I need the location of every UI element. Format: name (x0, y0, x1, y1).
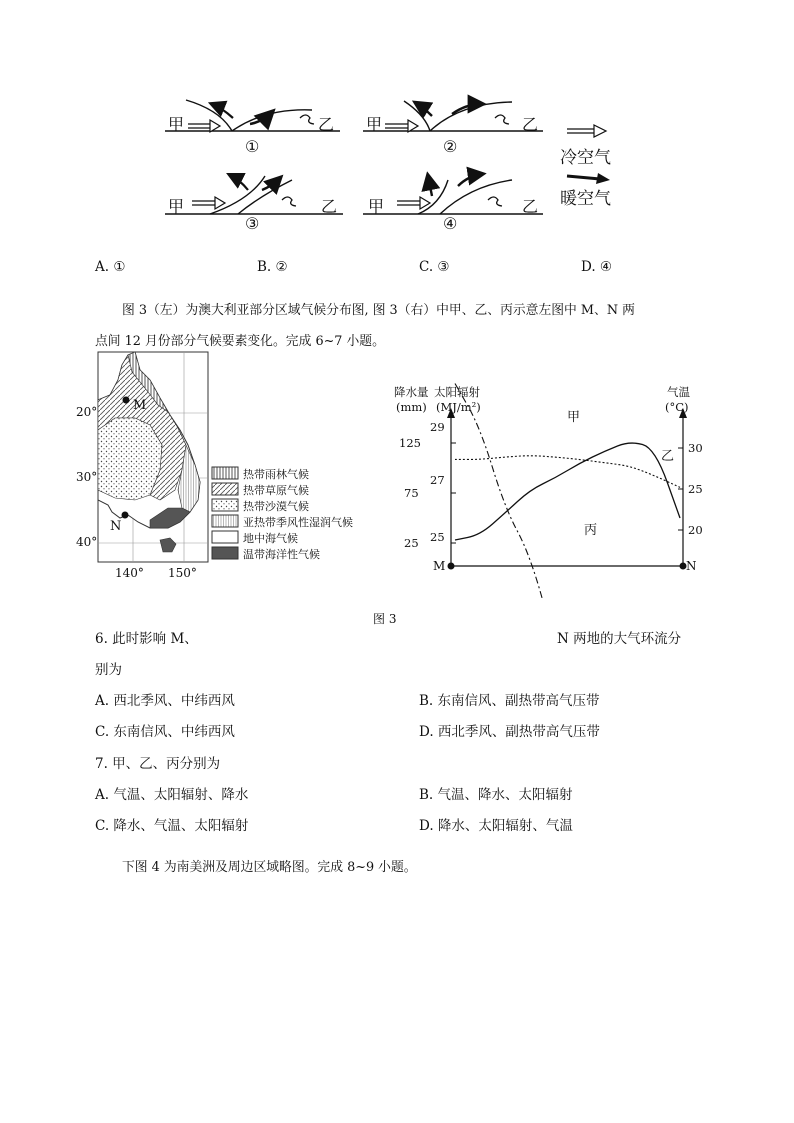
chart-left-unit-radiation: (MJ/m²) (436, 400, 481, 414)
temp-tick-label: 30 (688, 441, 703, 455)
q5-option-c[interactable]: C. ③ (419, 259, 450, 275)
temp-tick-label: 25 (688, 482, 703, 496)
legend-item-label: 地中海气候 (243, 532, 298, 545)
fig3-intro-line1: 图 3（左）为澳大利亚部分区域气候分布图, 图 3（右）中甲、乙、丙示意左图中 M、N 两 (122, 303, 635, 318)
precip-tick-label: 25 (404, 536, 419, 550)
fig4-intro: 下图 4 为南美洲及周边区域略图。完成 8~9 小题。 (122, 860, 417, 875)
q6-stem-part3: 别为 (95, 662, 122, 678)
q6-stem-part2: N 两地的大气环流分 (557, 631, 682, 647)
fig3-caption: 图 3 (373, 612, 397, 626)
legend-warm-label: 暖空气 (560, 189, 611, 209)
radiation-tick-label: 27 (430, 473, 445, 487)
chart-left-title-radiation: 太阳辐射 (434, 385, 480, 399)
legend-cold-label: 冷空气 (560, 148, 611, 168)
legend-item-label: 亚热带季风性湿润气候 (243, 516, 353, 529)
chart-left-title-precip: 降水量 (394, 385, 429, 399)
x-start-label: M (433, 559, 446, 573)
map-lat-label: 30° (76, 470, 98, 484)
map-lat-label: 20° (76, 405, 98, 419)
q6-option-d[interactable]: D. 西北季风、副热带高气压带 (419, 724, 600, 740)
chart-left-unit-precip: (mm) (396, 400, 427, 414)
q7-option-c[interactable]: C. 降水、气温、太阳辐射 (95, 818, 249, 834)
series-label-yi: 乙 (661, 449, 675, 464)
legend-item-label: 热带草原气候 (243, 484, 309, 497)
panel-2-number: ② (443, 137, 458, 156)
panel-4-left-label: 甲 (368, 197, 385, 216)
panel-1-right-label: 乙 (318, 115, 335, 134)
panel-3-right-label: 乙 (321, 197, 338, 216)
series-label-jia: 甲 (567, 410, 581, 425)
panel-2-left-label: 甲 (366, 115, 383, 134)
q7-option-a[interactable]: A. 气温、太阳辐射、降水 (95, 787, 249, 803)
map-lon-label: 140° (115, 566, 144, 580)
q7-option-d[interactable]: D. 降水、太阳辐射、气温 (419, 818, 573, 834)
map-lon-label: 150° (168, 566, 197, 580)
radiation-tick-label: 25 (430, 530, 445, 544)
precip-tick-label: 125 (399, 436, 421, 450)
q7-option-b[interactable]: B. 气温、降水、太阳辐射 (419, 787, 573, 803)
map-lat-label: 40° (76, 535, 98, 549)
fig3-intro-line2: 点间 12 月份部分气候要素变化。完成 6~7 小题。 (95, 334, 385, 349)
q5-option-d[interactable]: D. ④ (581, 259, 613, 275)
chart-right-title: 气温 (667, 385, 690, 399)
q5-option-a[interactable]: A. ① (95, 259, 126, 275)
q6-option-b[interactable]: B. 东南信风、副热带高气压带 (419, 693, 600, 709)
q6-stem-part1: 6. 此时影响 M、 (95, 631, 198, 647)
legend-item-label: 温带海洋性气候 (243, 548, 320, 561)
temp-tick-label: 20 (688, 523, 703, 537)
q5-option-b[interactable]: B. ② (257, 259, 288, 275)
series-label-bing: 丙 (584, 523, 598, 538)
map-point-n-label: N (110, 519, 122, 534)
x-start-point (448, 563, 455, 570)
panel-4-number: ④ (443, 214, 458, 233)
panel-1-left-label: 甲 (168, 115, 185, 134)
legend-item-label: 热带雨林气候 (243, 468, 309, 481)
panel-4-right-label: 乙 (522, 197, 539, 216)
precip-tick-label: 75 (404, 486, 419, 500)
q6-option-a[interactable]: A. 西北季风、中纬西风 (95, 693, 235, 709)
series-jia-line (455, 456, 680, 488)
map-point-m-label: M (133, 398, 147, 413)
chart-right-unit: (°C) (665, 400, 689, 414)
x-end-label: N (686, 559, 697, 573)
q6-option-c[interactable]: C. 东南信风、中纬西风 (95, 724, 235, 740)
q7-stem: 7. 甲、乙、丙分别为 (95, 756, 221, 772)
radiation-tick-label: 29 (430, 420, 445, 434)
panel-2-right-label: 乙 (522, 115, 539, 134)
legend-item-label: 热带沙漠气候 (243, 500, 309, 513)
panel-3-left-label: 甲 (168, 197, 185, 216)
panel-3-number: ③ (245, 214, 260, 233)
panel-1-number: ① (245, 137, 260, 156)
